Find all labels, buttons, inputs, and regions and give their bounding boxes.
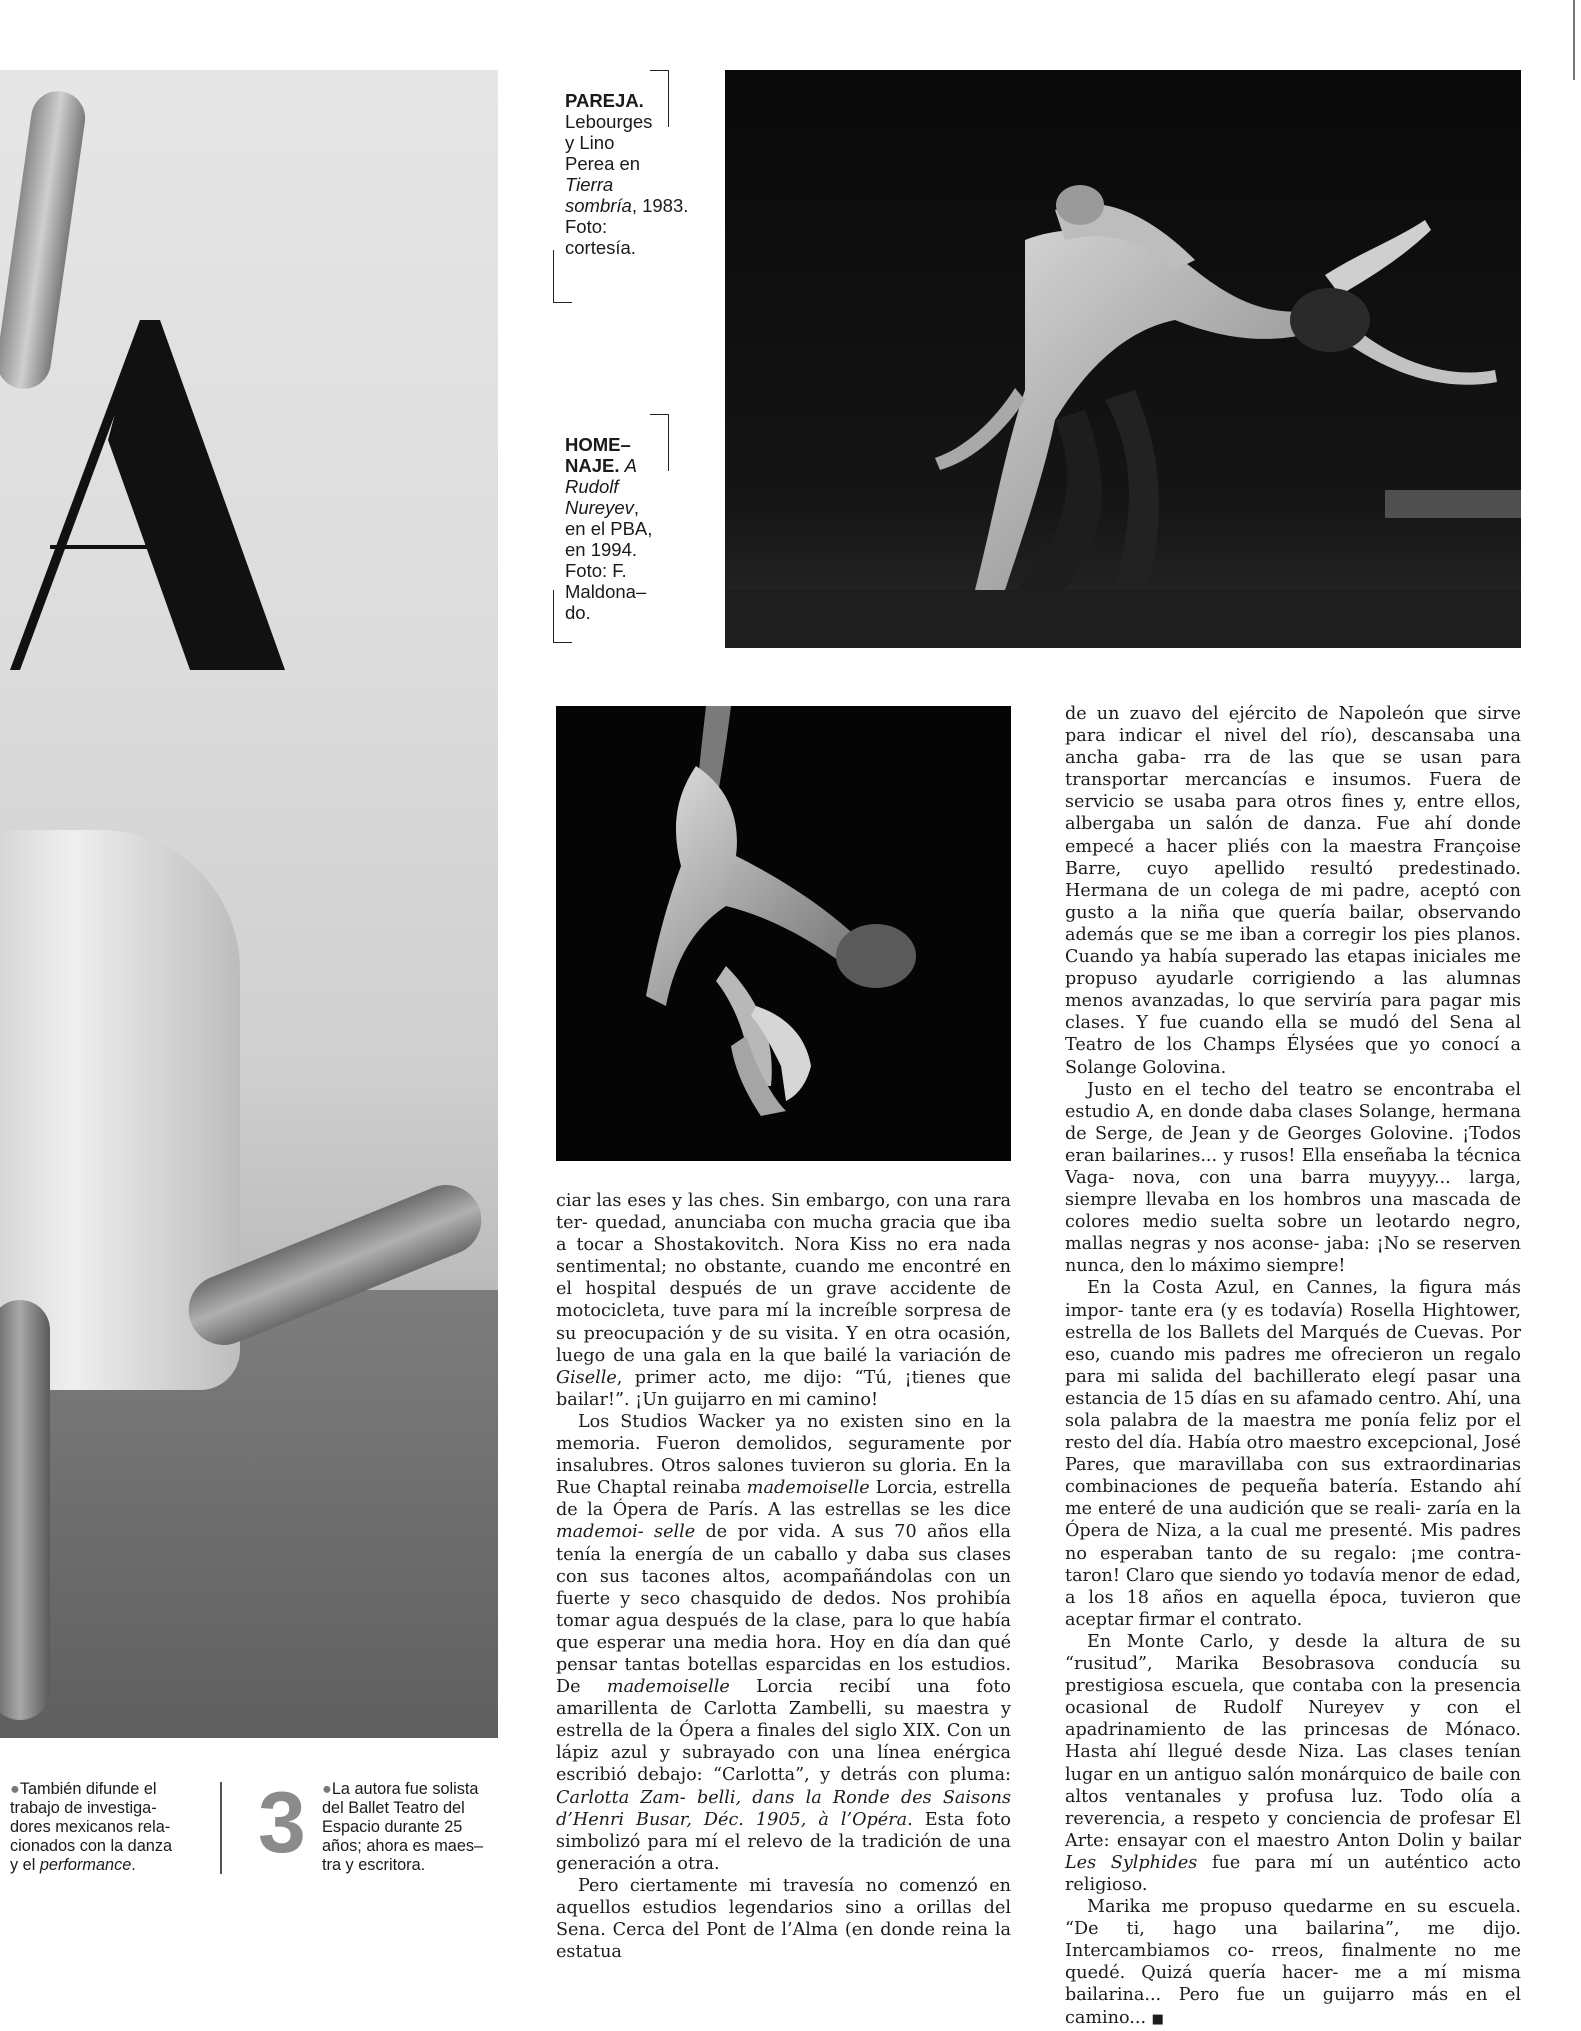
italic-word: mademoiselle (746, 1478, 870, 1499)
sidebar-divider (220, 1782, 222, 1874)
bullet-text: del Ballet Teatro del (322, 1799, 465, 1817)
caption-pareja (565, 90, 688, 258)
paragraph-text: Lorcia, estrella de la Ópera de París. A las estrellas se les dice (556, 1478, 1011, 1521)
caption-work-title: A (624, 455, 637, 476)
display-letter-a (0, 280, 290, 680)
caption-line: do. (565, 602, 591, 623)
photo-inscription: Carlotta Zam- belli, dans la Ronde des Saisons d’Henri Busar, Déc. 1905, à l’Opéra (556, 1787, 1011, 1830)
work-title: Giselle (556, 1367, 617, 1388)
paragraph-text: fue para mí un auténtico acto religioso. (1065, 1852, 1522, 1895)
paragraph-text: de un zuavo del ejército de Napoleón que sirve para indicar el nivel del río), descansaba una ancha gaba- rra de las que se usan para transportar mercancías e insumos. Fuera de servicio se usaba para otros fines y, entre ellos, albergaba un salón de danza. Fue ahí donde empecé a hacer pliés con la maestra Françoise Barre, cuyo apellido resultó predestinado. Hermana de un colega de mi padre, aceptó con gusto a la niña que quería bailar, observando además que se me iban a corregir los pies planos. Cuando ya había superado las etapas iniciales me propuso ayudarle corrigiendo a las alumnas menos avanzadas, lo que serviría para pagar mis clases. Y fue cuando ella se mudó del Sena al Teatro de los Champs Élysées que yo conocí a Solange Golovina. (1065, 704, 1521, 1078)
paragraph-text: de por vida. A sus 70 años ella tenía la energía de un caballo y daba sus clases con sus tacones altos, acompañándolas con un fuerte y seco chasquido de dedos. Nos prohibía tomar agua después de la clase, para lo que había que esperar una media hora. Hoy en día dan qué pensar tantas botellas esparcidas en los estudios. De (556, 1522, 1011, 1698)
bullet-text: tra y escritora. (322, 1856, 426, 1874)
paragraph-text: Lorcia recibí una foto amarillenta de Carlotta Zambelli, su maestra y estrella de la Ópera a finales del siglo XIX. Con un lápiz azul y subrayado con una línea enérgica escribió debajo: “Carlotta”, y detrás con pluma: (556, 1677, 1011, 1786)
caption-work-title: Nureyev (565, 497, 634, 518)
caption-line: y Lino (565, 132, 615, 153)
bullet-text: También difunde el (19, 1780, 157, 1798)
paragraph-text: Justo en el techo del teatro se encontraba el estudio A, en donde daba clases Solange, hermana de Serge, de Jean y de Georges Golovine. ¡Todos eran bailarines... y rusos! Ella enseñaba la técnica Vaga- nova, con una barra muyyyy... larga, siempre llevaba en los hombros una mascada de colores medio suelta sobre un leotardo negro, mallas negras y nos aconse- jaba: ¡No se reserven nunca, den lo máximo siempre! (1065, 1079, 1521, 1277)
caption-line: cortesía. (565, 237, 636, 258)
sidebar-number: 3 (258, 1775, 306, 1871)
paragraph-text: En la Costa Azul, en Cannes, la figura más impor- tante era (y es todavía) Rosella Hightower, estrella de los Ballets del Marqués de Cuevas. Por eso, cuando mis padres me ofrecieron un regalo para mi salida del bachillerato elegí pasar una estancia de 15 días en su afamado centro. Ahí, una sola palabra de la maestra me ponía feliz por el resto del día. Había otro maestro excepcional, José Pares, que maravillaba con sus extraordinarias combinaciones de pequeña batería. Estando ahí me enteré de una audición que se reali- zaría en la Ópera de Niza, a la cual me presenté. Mis padres no esperaban tanto de su regalo: ¡me contra- taron! Claro que siendo yo todavía menor de edad, a los 18 años en aquella época, tuvieron que aceptar firmar el contrato. (1065, 1278, 1521, 1630)
caption-line: Foto: (565, 216, 608, 237)
bullet-text: Espacio durante 25 (322, 1818, 463, 1836)
caption-work-title: Rudolf (565, 476, 619, 497)
caption-line: en 1994. (565, 539, 638, 560)
bullet-text: trabajo de investiga- (10, 1799, 157, 1817)
paragraph-text: Marika me propuso quedarme en su escuela. “De ti, hago una bailarina”, me dijo. Intercambiamos co- rreos, finalmente no me quedé. Quizá quería hacer- me a mí misma bailarina... Pero fue un guijarro más en el camino... (1065, 1897, 1521, 2028)
caption-pareja-label: PAREJA. (565, 90, 644, 111)
caption-homenaje-label: NAJE. (565, 455, 620, 476)
caption-line: Foto: F. (565, 560, 627, 581)
caption-line: Perea en (565, 153, 641, 174)
bullet-text: La autora fue solista (331, 1780, 479, 1798)
sidebar-bullet-2 (10, 1780, 210, 1875)
italic-word: mademoiselle (606, 1677, 730, 1698)
paragraph-text: . Esta foto simbolizó para mí el relevo de la tradición de una generación a otra. (556, 1809, 1011, 1874)
bullet-text: cionados con la danza (10, 1837, 173, 1855)
bullet-dot-icon: ● (322, 1780, 332, 1798)
work-title: Les Sylphides (1065, 1852, 1198, 1873)
caption-year: , 1983. (631, 195, 689, 216)
dancer-calf (0, 1300, 50, 1720)
caption-line: en el PBA, (565, 518, 653, 539)
paragraph-text: Pero ciertamente mi travesía no comenzó en aquellos estudios legendarios sino a orillas del Sena. Cerca del Pont de l’Alma (en donde reina la estatua (556, 1875, 1011, 1963)
sidebar-bullet-3 (322, 1780, 502, 1875)
paragraph-text: Los Studios Wacker ya no existen sino en la memoria. Fueron demolidos, seguramente por insalubres. Otros salones tuvieron su gloria. En la Rue Chaptal reinaba (556, 1411, 1011, 1499)
caption-homenaje (565, 434, 652, 623)
bullet-italic: performance (39, 1856, 132, 1874)
bullet-text: años; ahora es maes– (322, 1837, 484, 1855)
bullet-text: y el (10, 1856, 40, 1874)
caption-line: Maldona– (565, 581, 647, 602)
dancer-photo-left (0, 70, 498, 1738)
end-of-article-icon: ■ (1151, 2011, 1164, 2027)
paragraph-text: , primer acto, me dijo: “Tú, ¡tienes que bailar!”. ¡Un guijarro en mi camino! (556, 1367, 1011, 1410)
page-edge-rule (1573, 0, 1575, 80)
bullet-text: . (131, 1856, 136, 1874)
bullet-dot-icon: ● (10, 1780, 20, 1798)
article-column-right (1065, 703, 1521, 2031)
photo-falling-dancer (556, 706, 1011, 1161)
article-column-left (556, 1190, 1011, 1963)
caption-homenaje-label: HOME– (565, 434, 631, 455)
photo-dancing-couple (725, 70, 1521, 648)
italic-word: mademoi- selle (556, 1522, 696, 1543)
caption-punct: , (633, 497, 640, 518)
caption-line: Lebourges (565, 111, 653, 132)
bullet-text: dores mexicanos rela- (10, 1818, 171, 1836)
caption-work-title: Tierra (565, 174, 614, 195)
paragraph-text: En Monte Carlo, y desde la altura de su “rusitud”, Marika Besobrasova conducía su prestigiosa escuela, que contaba con la presencia ocasional de Rudolf Nureyev y con el apadrinamiento de las princesas de Mónaco. Hasta ahí llegué desde Niza. Las clases tenían lugar en un antiguo salón monárquico de baile con altos ventanales y profusa luz. Todo olía a reverencia, a respeto y conciencia de profesar El Arte: ensayar con el maestro Anton Dolin y bailar (1065, 1631, 1521, 1851)
caption-bracket-top (650, 414, 669, 471)
paragraph-text: ciar las eses y las ches. Sin embargo, con una rara ter- quedad, anunciaba con mucha gracia que iba a tocar a Shostakovitch. Nora Kiss no era nada sentimental; no obstante, cuando me encontré en el hospital después de un grave accidente de motocicleta, tuve para mí la increíble sorpresa de su preocupación y de su visita. Y en otra ocasión, luego de una gala en la que bailé la variación de (556, 1191, 1011, 1366)
caption-work-title: sombría (565, 195, 632, 216)
